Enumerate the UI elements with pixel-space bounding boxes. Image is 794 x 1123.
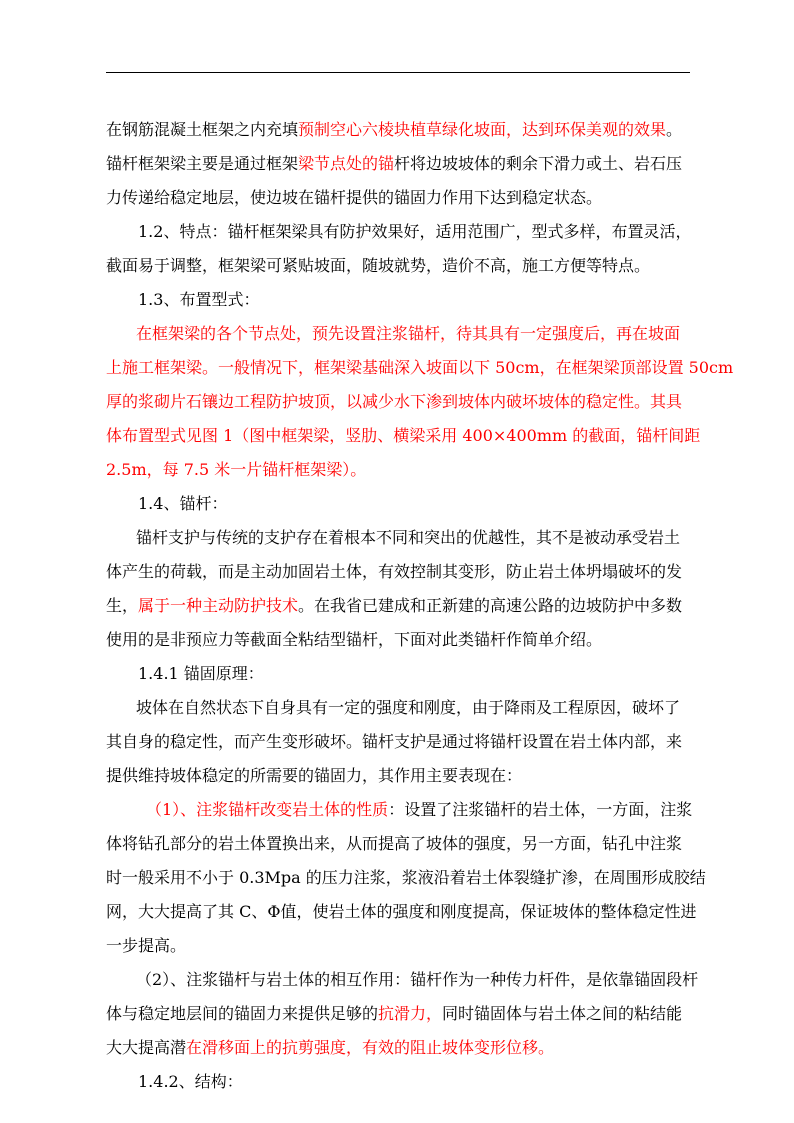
highlighted-text: 2.5m，每 7.5 米一片锚杆框架梁）。 (106, 460, 367, 479)
body-text: 1.4.1 锚固原理： (138, 664, 264, 683)
highlighted-text: 在滑移面上的抗剪强度，有效的阻止坡体变形位移。 (186, 1038, 555, 1057)
paragraph-line (106, 181, 690, 215)
highlighted-text: （1）、注浆锚杆改变岩土体的性质 (146, 800, 389, 819)
paragraph-line (106, 657, 690, 691)
paragraph-line (106, 113, 690, 147)
highlighted-text: 属于一种主动防护技术 (138, 596, 299, 615)
paragraph-line (106, 861, 706, 895)
body-text: 1.2、特点：锚杆框架梁具有防护效果好，适用范围广，型式多样，布置灵活， (138, 222, 692, 241)
paragraph-line (106, 929, 690, 963)
paragraph-line (106, 215, 690, 249)
body-text: 网，大大提高了其 C、Φ值，使岩土体的强度和刚度提高，保证坡体的整体稳定性进 (106, 902, 697, 921)
body-text: 体将钻孔部分的岩土体置换出来，从而提高了坡体的强度，另一方面，钻孔中注浆 (106, 834, 683, 853)
body-text: 1.3、布置型式： (138, 290, 260, 309)
body-text: 使用的是非预应力等截面全粘结型锚杆，下面对此类锚杆作简单介绍。 (106, 630, 603, 649)
paragraph-line (106, 351, 734, 385)
highlighted-text: 预制空心六棱块植草绿化坡面，达到环保美观的效果 (298, 120, 667, 139)
body-text: 。 (666, 120, 683, 139)
highlighted-text: 在框架梁的各个节点处，预先设置注浆锚杆，待其具有一定强度后，再在坡面 (136, 324, 681, 343)
paragraph-line (106, 419, 701, 453)
paragraph-line (106, 317, 690, 351)
highlighted-text: 厚的浆砌片石镶边工程防护坡顶，以减少水下渗到坡体内破坏坡体的稳定性。其具 (106, 392, 683, 411)
paragraph-line (106, 453, 690, 487)
body-text: 力传递给稳定地层，使边坡在锚杆提供的锚固力作用下达到稳定状态。 (106, 188, 603, 207)
body-text: 截面易于调整，框架梁可紧贴坡面，随坡就势，造价不高，施工方便等特点。 (106, 256, 651, 275)
paragraph-line (106, 623, 690, 657)
body-text: 1.4、锚杆： (138, 494, 228, 513)
body-text: 体产生的荷载，而是主动加固岩土体，有效控制其变形，防止岩土体坍塌破坏的发 (106, 562, 683, 581)
body-text: 大大提高潜 (106, 1038, 187, 1057)
highlighted-text: 梁节点处的锚 (298, 154, 395, 173)
body-text: 生， (106, 596, 139, 615)
body-text: 提供维持坡体稳定的所需要的锚固力，其作用主要表现在： (106, 766, 523, 785)
paragraph-line (106, 691, 690, 725)
header-rule (106, 72, 690, 73)
paragraph-line (106, 725, 690, 759)
paragraph-line (106, 589, 690, 623)
body-text: 在钢筋混凝土框架之内充填 (106, 120, 299, 139)
paragraph-line (106, 759, 690, 793)
body-text: 。在我省已建成和正新建的高速公路的边坡防护中多数 (298, 596, 683, 615)
body-text: 锚杆框架梁主要是通过框架 (106, 154, 299, 173)
body-text: 时一般采用不小于 0.3Mpa 的压力注浆，浆液沿着岩土体裂缝扩渗，在周围形成胶结 (106, 868, 706, 887)
paragraph-line (106, 963, 699, 997)
highlighted-text: 上施工框架梁。一般情况下，框架梁基础深入坡面以下 50cm，在框架梁顶部设置 50cm (106, 358, 734, 377)
highlighted-text: 体布置型式见图 1（图中框架梁，竖肋、横梁采用 400×400mm 的截面，锚杆间距 (106, 426, 701, 445)
paragraph-line (106, 1031, 690, 1065)
body-text: 同时锚固体与岩土体之间的粘结能 (442, 1004, 683, 1023)
body-text: 一步提高。 (106, 936, 187, 955)
paragraph-line (106, 249, 690, 283)
body-text: 杆将边坡坡体的剩余下滑力或土、岩石压 (394, 154, 683, 173)
paragraph-line (106, 793, 693, 827)
paragraph-line (106, 521, 690, 555)
document-body (106, 113, 734, 1099)
body-text: 坡体在自然状态下自身具有一定的强度和刚度，由于降雨及工程原因，破坏了 (136, 698, 681, 717)
paragraph-line (106, 1065, 690, 1099)
paragraph-line (106, 997, 690, 1031)
body-text: 1.4.2、结构： (138, 1072, 243, 1091)
paragraph-line (106, 555, 690, 589)
body-text: 其自身的稳定性，而产生变形破坏。锚杆支护是通过将锚杆设置在岩土体内部，来 (106, 732, 683, 751)
body-text: 体与稳定地层间的锚固力来提供足够的 (106, 1004, 379, 1023)
paragraph-line (106, 147, 690, 181)
paragraph-line (106, 385, 690, 419)
paragraph-line (106, 827, 690, 861)
body-text: （2）、注浆锚杆与岩土体的相互作用：锚杆作为一种传力杆件，是依靠锚固段杆 (136, 970, 699, 989)
body-text: ：设置了注浆锚杆的岩土体，一方面，注浆 (388, 800, 693, 819)
paragraph-line (106, 487, 690, 521)
highlighted-text: 抗滑力， (378, 1004, 443, 1023)
paragraph-line (106, 283, 690, 317)
body-text: 锚杆支护与传统的支护存在着根本不同和突出的优越性，其不是被动承受岩土 (136, 528, 681, 547)
paragraph-line (106, 895, 697, 929)
